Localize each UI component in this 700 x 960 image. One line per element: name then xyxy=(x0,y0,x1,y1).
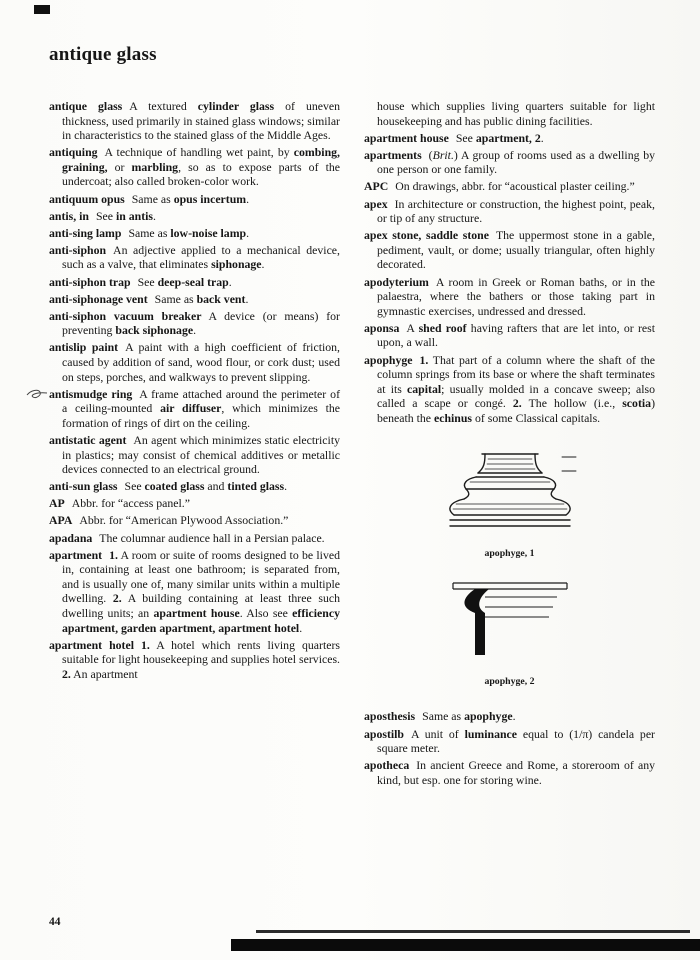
dictionary-entry xyxy=(364,709,655,724)
entry-text-segment: Same as xyxy=(128,225,171,240)
entry-text-segment: . xyxy=(540,130,544,145)
scan-artifact-bar-thin xyxy=(256,930,690,933)
entry-text-segment: cylinder glass xyxy=(197,99,275,113)
entry-text-segment: apartment house xyxy=(153,606,240,620)
entry-term: APC xyxy=(364,179,389,194)
entry-text-segment: . xyxy=(261,257,265,272)
entry-text-segment: scotia xyxy=(622,396,652,411)
dictionary-entry xyxy=(49,243,340,272)
entry-term: antiquing xyxy=(49,145,98,160)
entry-text-segment: 1. xyxy=(419,352,429,367)
entry-text-segment: A paint with a high coefficient of friction, caused by addition of sand, wood flour, or cork dust; used on steps, porches, and walkways to prevent slipping. xyxy=(62,340,340,384)
entry-text-segment: efficiency apartment, garden apartment, apartment hotel xyxy=(62,606,340,635)
dictionary-entry xyxy=(49,638,340,682)
entry-text-segment: A device (or means) for preventing xyxy=(62,308,340,338)
dictionary-entry xyxy=(364,131,655,146)
entry-text-segment: See xyxy=(137,274,158,289)
entry-text-segment: of uneven thickness, used primarily in stained glass windows; similar in characteristics to the stained glass of the Middle Ages. xyxy=(62,99,341,143)
dictionary-entry xyxy=(364,197,655,226)
entry-text-segment: opus incertum xyxy=(173,191,247,206)
entry-text-segment: in antis xyxy=(115,208,154,223)
dictionary-entry xyxy=(49,192,340,207)
entry-text-segment: . xyxy=(193,323,197,338)
entry-text-segment: An apartment xyxy=(70,666,138,681)
entry-text-segment: coated glass xyxy=(144,479,205,494)
entry-text-segment: luminance xyxy=(464,726,517,741)
entry-text-segment: Abbr. for “access panel.” xyxy=(71,496,190,511)
dictionary-entry xyxy=(49,513,340,528)
dictionary-entry xyxy=(49,99,340,143)
dictionary-entry xyxy=(364,727,655,756)
running-head: antique glass xyxy=(49,44,157,65)
entry-text-segment: Same as xyxy=(154,291,197,306)
column-base-drawing-icon xyxy=(440,451,580,533)
figure-apophyge-2 xyxy=(364,577,655,687)
entry-text-segment: marbling xyxy=(131,159,179,174)
entry-text-segment: and xyxy=(204,479,228,494)
entry-text-segment: A building containing at least three such dwelling units; an xyxy=(62,591,340,620)
entry-term: apex xyxy=(364,196,388,211)
dictionary-entry xyxy=(364,228,655,272)
entry-text-segment: See xyxy=(455,130,476,145)
entry-term: aponsa xyxy=(364,320,400,335)
dictionary-entry xyxy=(364,179,655,194)
dictionary-entry xyxy=(49,479,340,494)
entry-term: antis, in xyxy=(49,208,89,223)
entry-text-segment: A technique of handling wet paint, by xyxy=(104,145,294,160)
entry-text-segment: ) beneath the xyxy=(377,396,655,425)
entry-text-segment: , which minimizes the formation of rings of dirt on the ceiling. xyxy=(62,401,341,430)
entry-text-segment: Same as xyxy=(422,709,465,724)
entry-text-segment: back vent xyxy=(196,291,246,306)
entry-term: anti-siphonage vent xyxy=(49,291,148,306)
entry-text-segment: , so as to expose parts of the undercoat; also called broken-color work. xyxy=(62,159,340,189)
entry-text-segment: having rafters that are let into, or rest upon, a wall. xyxy=(377,320,655,350)
figure-caption-1: apophyge, 1 xyxy=(484,548,535,560)
entry-term: APA xyxy=(49,513,73,528)
entry-text-segment: 2. xyxy=(512,396,522,411)
entry-text-segment: of some Classical capitals. xyxy=(472,410,601,425)
entry-text-segment: In architecture or construction, the highest point, peak, or tip of any structure. xyxy=(377,196,655,226)
entry-text-segment: . xyxy=(284,479,288,494)
entry-term: anti-sun glass xyxy=(49,479,118,494)
page-number: 44 xyxy=(49,916,61,928)
entry-text-segment: A frame attached around the perimeter of a ceiling-mounted xyxy=(62,386,341,416)
entry-text-segment: combing, graining, xyxy=(62,145,340,174)
entry-text-segment: A xyxy=(406,320,419,335)
dictionary-entry xyxy=(364,321,655,350)
entry-text-segment: low-noise lamp xyxy=(170,225,247,240)
entry-text-segment: A hotel which rents living quarters suitable for light housekeeping and supplies hotel services. xyxy=(62,637,340,667)
entry-text-segment: An adjective applied to a mechanical device, such as a valve, that eliminates xyxy=(62,242,340,272)
entry-text-segment: capital xyxy=(407,381,442,396)
entry-text-segment: On drawings, abbr. for “acoustical plaster ceiling.” xyxy=(395,179,635,194)
entry-text-segment: equal to (1/π) candela per square meter. xyxy=(377,726,655,756)
entry-text-segment: A textured xyxy=(129,99,198,113)
entry-text-segment: The hollow (i.e., xyxy=(521,396,623,411)
entry-term: antislip paint xyxy=(49,340,119,355)
dictionary-entry xyxy=(49,496,340,511)
entry-text-segment: 2. xyxy=(62,666,71,681)
entry-term: apartment xyxy=(49,547,103,562)
entry-text-segment: The columnar audience hall in a Persian palace. xyxy=(99,530,325,545)
dictionary-entry xyxy=(49,387,340,431)
dictionary-entry xyxy=(49,209,340,224)
entry-term: anti-siphon xyxy=(49,242,107,257)
entry-text-segment: ; usually molded in a concave sweep; also called a scape or congé. xyxy=(377,381,655,411)
entry-text-segment: See xyxy=(96,208,116,223)
entry-text-segment: A room or suite of rooms designed to be lived in, containing at least one bathroom; is separated from, and is usually one of, many similar units within a multiple dwelling. xyxy=(62,547,340,606)
entry-term: apadana xyxy=(49,530,93,545)
entry-text-segment: 2. xyxy=(112,591,122,606)
right-column-entries-bottom xyxy=(364,709,655,787)
dictionary-entry xyxy=(49,309,340,338)
entry-term: apex stone, saddle stone xyxy=(364,228,489,243)
entry-term: anti-siphon vacuum breaker xyxy=(49,308,202,323)
dictionary-entry xyxy=(49,292,340,307)
entry-text-segment: . xyxy=(245,291,249,306)
entry-text-segment: apartment, 2 xyxy=(475,130,541,145)
dictionary-entry xyxy=(49,433,340,477)
dictionary-entry xyxy=(49,548,340,636)
entry-text-segment: . xyxy=(246,225,250,240)
entry-text-segment: That part of a column where the shaft of the column springs from its base or where the shaft terminates at its xyxy=(377,352,655,396)
entry-text-segment: . xyxy=(246,191,250,206)
entry-text-segment: 1. xyxy=(109,547,118,562)
dictionary-entry xyxy=(364,148,655,177)
dictionary-entry xyxy=(364,353,655,426)
entry-text-segment: air diffuser xyxy=(160,401,222,416)
entry-text-segment: ( xyxy=(428,147,433,162)
dictionary-entry xyxy=(49,531,340,546)
dictionary-entry xyxy=(49,145,340,189)
handwritten-annotation-mark xyxy=(39,388,61,400)
entry-text-segment: An agent which minimizes static electricity in plastics; may consist of chemical additives or metallic devices connected to an electrical ground. xyxy=(62,432,340,477)
entry-term: apotheca xyxy=(364,758,410,773)
text-columns xyxy=(49,99,655,790)
entry-text-segment: A room in Greek or Roman baths, or in the palaestra, where the bathers or those taking part in gymnastic exercises, undressed and dressed. xyxy=(377,274,655,318)
right-column-entries-top xyxy=(364,99,655,425)
entry-term: apodyterium xyxy=(364,274,429,289)
entry-term: aposthesis xyxy=(364,709,416,724)
entry-text-segment: shed roof xyxy=(418,320,467,335)
entry-text-segment: ) A group of rooms used as a dwelling by one person or one family. xyxy=(377,147,655,177)
entry-term: apartment hotel xyxy=(49,637,134,652)
entry-term: apartments xyxy=(364,147,422,162)
entry-text-segment: . xyxy=(228,274,232,289)
scan-artifact-top xyxy=(34,5,50,14)
entry-text-segment: . xyxy=(299,620,303,635)
entry-text-segment: . xyxy=(153,208,156,223)
right-column xyxy=(364,99,655,790)
entry-text-segment: apophyge xyxy=(464,709,513,724)
entry-text-segment: house which supplies living quarters suitable for light housekeeping and has public dining facilities. xyxy=(377,99,655,128)
entry-text-segment: 1. xyxy=(140,637,150,652)
entry-term: apostilb xyxy=(364,726,404,741)
dictionary-entry xyxy=(364,99,655,128)
entry-text-segment: tinted glass xyxy=(227,479,285,494)
dictionary-entry xyxy=(49,275,340,290)
figure-apophyge-1 xyxy=(364,451,655,559)
entry-term: antique glass xyxy=(49,99,123,113)
entry-text-segment: Brit. xyxy=(432,147,454,162)
entry-text-segment: . xyxy=(512,709,516,724)
entry-text-segment: Same as xyxy=(131,191,174,206)
entry-term: anti-sing lamp xyxy=(49,225,122,240)
entry-text-segment: . Also see xyxy=(239,606,293,620)
entry-term: antismudge ring xyxy=(49,386,133,401)
entry-term: AP xyxy=(49,496,65,511)
entry-text-segment: In ancient Greece and Rome, a storeroom of any kind, but esp. one for storing wine. xyxy=(377,758,655,787)
scan-artifact-bar-thick xyxy=(231,939,700,951)
dictionary-entry xyxy=(364,275,655,319)
entry-text-segment: or xyxy=(107,159,132,174)
figure-caption-2: apophyge, 2 xyxy=(484,676,535,688)
left-column xyxy=(49,99,340,790)
dictionary-entry xyxy=(49,340,340,384)
entry-text-segment: deep-seal trap xyxy=(157,274,229,289)
entry-text-segment: back siphonage xyxy=(115,323,194,338)
entry-term: apophyge xyxy=(364,352,413,367)
entry-text-segment: The uppermost stone in a gable, pediment, vault, or dome; usually triangular, often highly decorated. xyxy=(377,228,655,272)
entry-text-segment: See xyxy=(124,479,145,494)
entry-text-segment: siphonage xyxy=(211,257,262,272)
entry-term: apartment house xyxy=(364,130,449,145)
entry-term: antiquum opus xyxy=(49,191,125,206)
dictionary-entry xyxy=(364,758,655,787)
dictionary-entry xyxy=(49,226,340,241)
entry-text-segment: Abbr. for “American Plywood Association.” xyxy=(79,513,289,528)
entry-text-segment: echinus xyxy=(434,410,473,425)
entry-text-segment: A unit of xyxy=(411,726,465,741)
entry-term: anti-siphon trap xyxy=(49,274,131,289)
column-capital-drawing-icon xyxy=(445,577,575,661)
entry-term: antistatic agent xyxy=(49,432,127,447)
